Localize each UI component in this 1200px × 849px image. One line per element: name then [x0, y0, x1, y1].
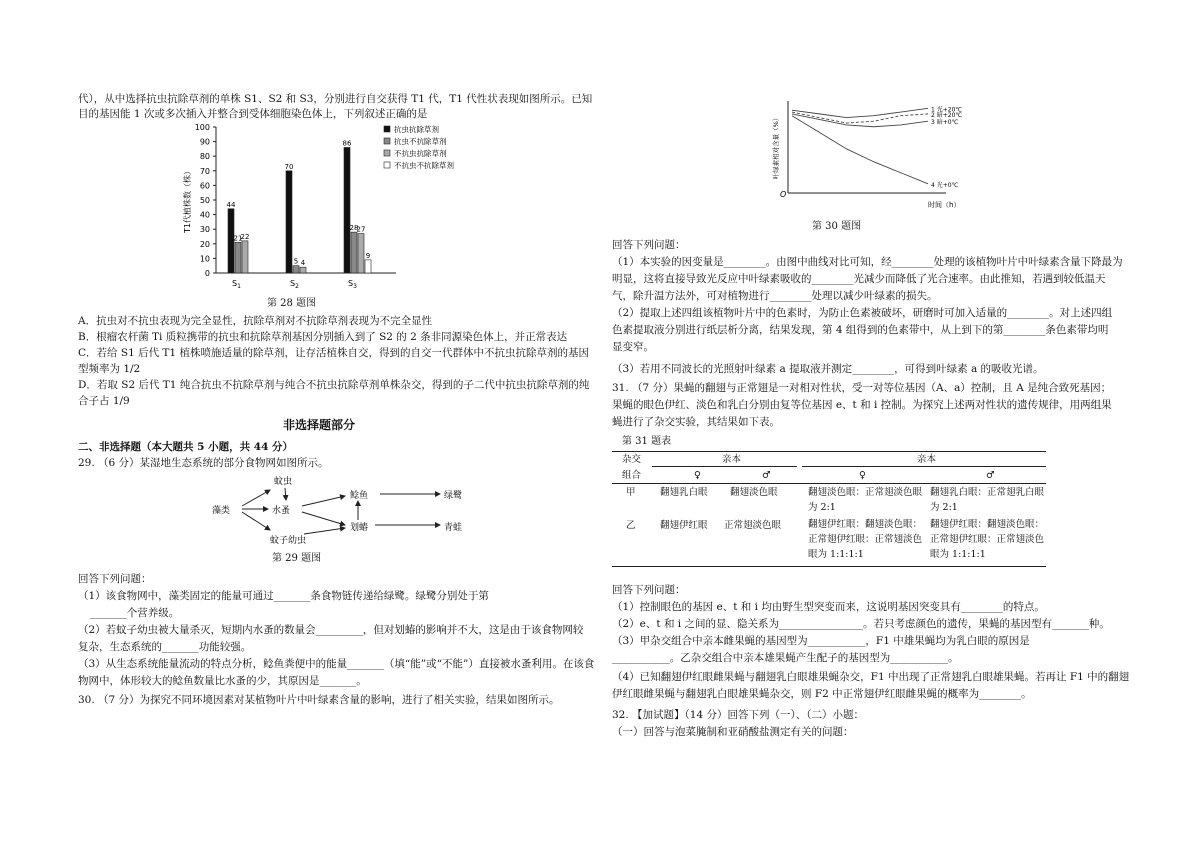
- row2-parent-male: 正常翅淡色眼: [724, 520, 782, 531]
- th-parent: 亲本: [722, 454, 742, 465]
- bar: [300, 267, 306, 273]
- legend-swatch: [384, 162, 390, 168]
- y-tick-label: 50: [199, 196, 210, 205]
- q29-line-4: 复杂，生态系统的_______功能较强。: [78, 641, 252, 653]
- y-tick-label: 80: [199, 152, 210, 162]
- legend-swatch: [384, 150, 390, 156]
- y-tick-label: 40: [199, 210, 210, 220]
- q31-sub-5: （4）已知翻翅伊红眼雌果蝇与翻翅乳白眼雄果蝇杂交，F1 中出现了正常翅乳白眼雄果蝇。若再让 F1 中的翻翅: [612, 671, 1130, 683]
- q30-line-6: 显变窄。: [612, 341, 654, 353]
- q29-stem: 29. （6 分）某湿地生态系统的部分食物网如图所示。: [78, 457, 329, 469]
- section-title: 非选择题部分: [283, 418, 356, 432]
- row2-parent-female: 翻翅伊红眼: [660, 520, 708, 531]
- node-heron: 绿鹭: [444, 491, 463, 501]
- y-tick-label: 60: [199, 181, 210, 191]
- bar: [235, 242, 241, 273]
- series-label: 4 光+0℃: [931, 181, 959, 189]
- q30-line-4: （2）提取上述四组该植物叶片中的色素时，为防止色素被破坏，研磨时可加入适量的________。对上述四组: [612, 307, 1113, 319]
- q31-prompt: 回答下列问题：: [612, 584, 686, 596]
- bar-data-label: 86: [342, 139, 352, 148]
- legend-label: 抗虫不抗除草剂: [394, 137, 447, 146]
- q31-sub-3: （3）甲杂交组合中亲本雌果蝇的基因型为___________，F1 中雄果蝇均为乳白眼的原因是: [612, 635, 1030, 647]
- bar: [358, 234, 364, 273]
- y-axis-label: T1代植株数（株）: [183, 167, 192, 233]
- q31-sub-2: （2）e、t 和 i 之间的显、隐关系为________________。若只考虑颜色的遗传，果蝇的基因型有_______种。: [612, 618, 1110, 630]
- q31-sub-4: ___________。乙杂交组合中亲本雄果蝇产生配子的基因型为___________。: [612, 652, 959, 664]
- bar: [242, 241, 248, 273]
- row1-off-male-1: 翻翅乳白眼：正常翅乳白眼: [930, 487, 1045, 498]
- figure-28-caption: 第 28 题图: [267, 298, 317, 309]
- node-catfish: 鲶鱼: [350, 491, 369, 501]
- th-cross: 杂交: [622, 454, 642, 465]
- q29-line-6: 物网中，体形较大的鲶鱼数量比水蚤的少，其原因是_______。: [78, 675, 367, 687]
- q30-line-5: 色素提取液分别进行纸层析分离，结果发现，第 4 组得到的色素带中，从上到下的第________条色素带均明: [612, 324, 1109, 336]
- bar: [293, 266, 299, 273]
- section-subtitle: 二、非选择题（本大题共 5 小题，共 44 分）: [78, 441, 294, 453]
- y-tick-label: 30: [199, 225, 210, 235]
- node-insect: 蚊虫: [274, 477, 293, 487]
- option-b: B．根瘤农杆菌 Ti 质粒携带的抗虫和抗除草剂基因分别插入到了 S2 的 2 条非同源染色体上，并正常表达: [78, 331, 568, 343]
- legend-label: 不抗虫抗除草剂: [394, 149, 447, 158]
- bar-data-label: 21: [233, 234, 243, 243]
- th-parent-female: ♀: [694, 470, 701, 481]
- y-tick-label: 70: [199, 166, 210, 176]
- q31-sub-6: 伊红眼雌果蝇与翻翅乳白眼雄果蝇杂交，则 F2 中正常翅伊红眼雌果蝇的概率为________。: [612, 688, 1032, 700]
- row1-parent-female: 翻翅乳白眼: [660, 487, 708, 498]
- figure-28-bar-chart: [180, 118, 500, 296]
- legend-swatch: [384, 126, 390, 132]
- row1-off-female-1: 翻翅淡色眼：正常翅淡色眼: [808, 487, 923, 498]
- option-c-cont: 型频率为 1/2: [78, 363, 141, 375]
- node-mosquito-larva: 蚊子幼虫: [270, 536, 307, 546]
- th-parent-male: ♂: [762, 470, 771, 481]
- bar: [351, 232, 357, 273]
- y-tick-label: 90: [199, 137, 210, 147]
- th-off-male: ♂: [986, 470, 995, 481]
- bar-data-label: 28: [349, 224, 359, 233]
- row2-off-male-2: 正常翅伊红眼：正常翅淡色: [930, 534, 1045, 545]
- row1-parent-male: 翻翅淡色眼: [730, 487, 778, 498]
- q30-line-7: （3）若用不同波长的光照射叶绿素 a 提取液并测定________，可得到叶绿素 a 的吸收光谱。: [612, 363, 1044, 375]
- option-d: D．若取 S2 后代 T1 纯合抗虫不抗除草剂与纯合不抗虫抗除草剂单株杂交，得到的子二代中抗虫抗除草剂的纯: [78, 379, 590, 391]
- y-tick-label: 20: [199, 239, 210, 249]
- row1-off-female-2: 为 2:1: [808, 502, 836, 513]
- q29-line-3: （2）若蚊子幼虫被大量杀灭，短期内水蚤的数量会_________，但对划蝽的影响并不大，这是由于该食物网较: [78, 624, 584, 636]
- y-tick-label: 10: [199, 254, 210, 264]
- q30-prompt: 回答下列问题：: [612, 239, 686, 251]
- node-daphnia: 水蚤: [272, 506, 291, 516]
- bar-data-label: 22: [240, 232, 250, 241]
- q29-prompt: 回答下列问题：: [78, 573, 152, 585]
- bar: [365, 260, 371, 273]
- y-tick-label: 100: [194, 123, 210, 132]
- q30-line-3: 气，除升温方法外，可对植物进行________处理以减少叶绿素的损失。: [612, 290, 938, 302]
- q32-sub: （一）回答与泡菜腌制和亚硝酸盐测定有关的问题：: [612, 726, 854, 738]
- x-tick-label: $S_2$: [290, 279, 299, 290]
- q30-stem: 30. （7 分）为探究不同环境因素对某植物叶片中叶绿素含量的影响，进行了相关实验，结果如图所示。: [78, 694, 560, 706]
- series-line: [792, 112, 928, 123]
- row2-off-female-3: 眼为 1:1:1:1: [808, 549, 864, 560]
- option-a: A．抗虫对不抗虫表现为完全显性，抗除草剂对不抗除草剂表现为不完全显性: [78, 315, 433, 327]
- y-tick-label: 0: [204, 269, 210, 278]
- q29-line-2: _______个营养级。: [90, 607, 180, 619]
- q29-line-1: （1）该食物网中，藻类固定的能量可通过_______条食物链传递给绿鹭。绿鹭分别处于第: [78, 590, 489, 602]
- origin-label: O: [780, 190, 787, 199]
- legend-label: 不抗虫不抗除草剂: [394, 161, 454, 170]
- figure-29-caption: 第 29 题图: [272, 553, 322, 564]
- th-group: 组合: [622, 470, 642, 481]
- q31-line-2: 果蝇的眼色伊红、淡色和乳白分别由复等位基因 e、t 和 i 控制。为探究上述两对性状的遗传规律，用两组果: [612, 399, 1112, 411]
- q31-line-3: 蝇进行了杂交实验，其结果如下表。: [612, 416, 780, 428]
- series-label: 2 暗+20℃: [931, 111, 963, 119]
- q31-sub-1: （1）控制眼色的基因 e、t 和 i 均由野生型突变而来，这说明基因突变具有________的特点。: [612, 601, 1045, 613]
- bar-data-label: 27: [356, 225, 366, 234]
- row2-off-male-3: 眼为 1:1:1:1: [930, 549, 986, 560]
- intro-line-1: 代），从中选择抗虫抗除草剂的单株 S1、S2 和 S3，分别进行自交获得 T1 代，T1 代性状表现如图所示。已知: [78, 93, 593, 105]
- bar-data-label: 44: [226, 200, 236, 209]
- q31-line-1: 31. （7 分）果蝇的翻翅与正常翅是一对相对性状，受一对等位基因（A、a）控制，且 A 是纯合致死基因；: [612, 382, 1112, 394]
- table-31-caption: 第 31 题表: [622, 436, 672, 447]
- bar-data-label: 5: [293, 257, 299, 266]
- row2-off-female-2: 正常翅伊红眼：正常翅淡色: [808, 534, 923, 545]
- option-d-cont: 合子占 1/9: [78, 395, 130, 407]
- figure-30-caption: 第 30 题图: [812, 221, 862, 232]
- legend-swatch: [384, 138, 390, 144]
- q30-line-2: 明显，这将直接导致光反应中叶绿素吸收的________光减少而降低了光合速率。由此推知，若遇到较低温天: [612, 273, 1106, 285]
- figure-30-line-chart: [770, 95, 980, 213]
- bar-data-label: 70: [284, 162, 294, 171]
- q30-line-1: （1）本实验的因变量是________。由图中曲线对比可知，经________处理的该植物叶片中叶绿素含量下降最为: [612, 256, 1123, 268]
- q29-line-5: （3）从生态系统能量流动的特点分析，鲶鱼粪便中的能量_______（填“能”或“不能”）直接被水蚤利用。在该食: [78, 658, 595, 670]
- bar-data-label: 4: [300, 259, 306, 268]
- row2-off-female-1: 翻翅伊红眼：翻翅淡色眼：: [808, 519, 923, 530]
- th-offspring: 亲本: [917, 454, 937, 465]
- row2-name: 乙: [626, 520, 636, 531]
- figure-29-food-web: [210, 470, 490, 550]
- row2-off-male-1: 翻翅伊红眼：翻翅淡色眼：: [930, 519, 1045, 530]
- x-tick-label: $S_1$: [232, 279, 241, 290]
- bar-data-label: 9: [365, 251, 371, 260]
- y-axis-label: 叶绿素相对含量（%）: [772, 114, 780, 180]
- bar: [286, 171, 292, 273]
- row1-off-male-2: 为 2:1: [930, 502, 958, 513]
- row1-name: 甲: [626, 487, 636, 498]
- node-water-boatman: 划蝽: [350, 523, 369, 533]
- table-31: [612, 451, 1046, 567]
- th-off-female: ♀: [859, 470, 866, 481]
- q32-line: 32. 【加试题】（14 分）回答下列（一）、（二）小题：: [612, 709, 864, 721]
- intro-line-2: 目的基因能 1 次或多次插入并整合到受体细胞染色体上，下列叙述正确的是: [78, 108, 428, 120]
- series-label: 3 暗+0℃: [931, 119, 959, 127]
- node-frog: 青蛙: [444, 523, 463, 533]
- node-algae: 藻类: [212, 506, 231, 516]
- legend-label: 抗虫抗除草剂: [394, 125, 439, 134]
- x-axis-label: 时间（h）: [928, 201, 961, 209]
- bar: [344, 147, 350, 273]
- option-c: C．若给 S1 后代 T1 植株喷施适量的除草剂，让存活植株自交，得到的自交一代群体中不抗虫抗除草剂的基因: [78, 347, 589, 359]
- x-tick-label: $S_3$: [348, 279, 357, 290]
- series-label: 1 光+20℃: [931, 106, 963, 114]
